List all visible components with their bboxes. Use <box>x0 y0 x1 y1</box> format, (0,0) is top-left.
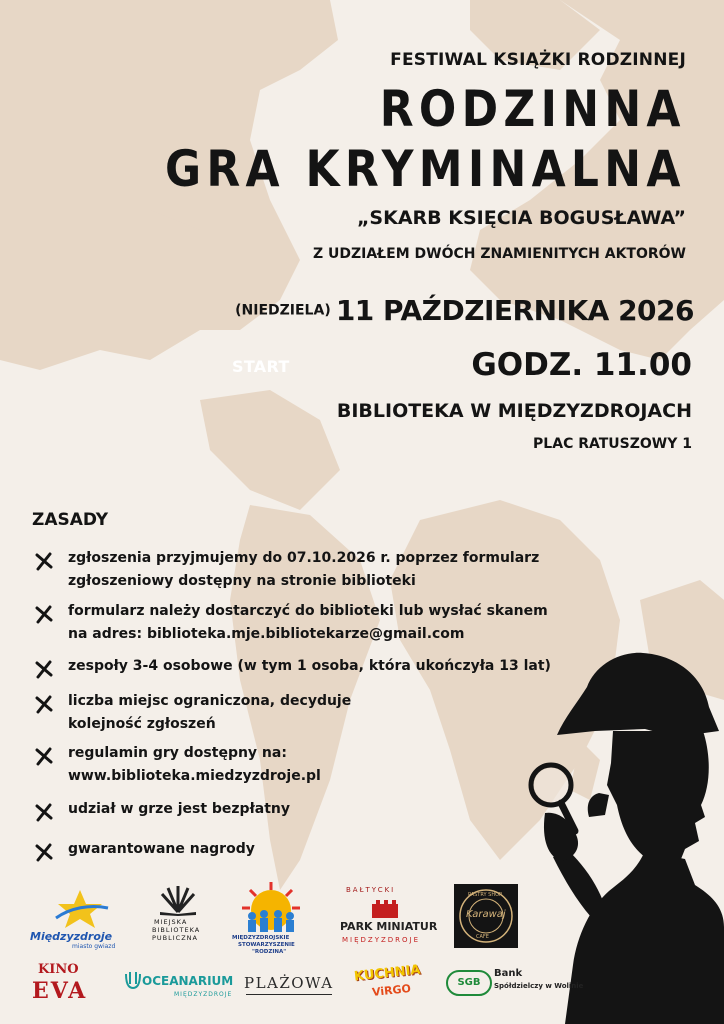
rule-item <box>34 690 554 736</box>
start-label: START <box>232 357 290 376</box>
rule-text: zgłoszenia przyjmujemy do 07.10.2026 r. poprzez formularz zgłoszeniowy dostępny na stronie biblioteki <box>68 550 540 589</box>
cross-icon <box>34 604 54 624</box>
logo-pastry-shop: PASTRY SHOP Karawaj CAFE <box>454 884 518 948</box>
rule-item <box>34 798 554 822</box>
title-line-2: GRA KRYMINALNA <box>165 140 686 198</box>
logo-rodzina: MIĘDZYZDROJSKIE STOWARZYSZENIE "RODZINA" <box>232 880 310 960</box>
logo-bank-sgb: SGB Bank Spółdzielczy w Wolinie <box>446 964 586 1004</box>
cross-icon <box>34 746 54 766</box>
cross-icon <box>34 842 54 862</box>
event-time: GODZ. 11.00 <box>471 347 692 383</box>
regulations-link[interactable]: www.biblioteka.miedzyzdroje.pl <box>68 768 321 784</box>
logo-park-miniatur: BAŁTYCKI PARK MINIATUR MIĘDZYZDROJE <box>340 886 438 944</box>
cross-icon <box>34 802 54 822</box>
rule-item <box>34 600 554 646</box>
title-line-1: RODZINNA <box>379 80 686 138</box>
rule-item <box>34 655 554 679</box>
event-place: BIBLIOTEKA W MIĘDZYZDROJACH <box>336 400 692 422</box>
star-icon <box>50 888 110 932</box>
logo-oceanarium: OCEANARIUM MIĘDZYZDROJE <box>124 970 226 1002</box>
logo-kino-eva: KINO EVA <box>32 962 88 1004</box>
rule-text: udział w grze jest bezpłatny <box>68 801 291 817</box>
cross-icon <box>34 551 54 571</box>
event-address: PLAC RATUSZOWY 1 <box>533 436 692 452</box>
event-day: (NIEDZIELA) <box>235 302 331 319</box>
rule-item <box>34 838 554 862</box>
event-date: 11 PAŹDZIERNIKA 2026 <box>335 294 694 327</box>
wave-icon <box>124 970 142 990</box>
festival-name: FESTIWAL KSIĄŻKI RODZINNEJ <box>390 50 686 70</box>
book-icon <box>158 884 198 916</box>
rule-text: regulamin gry dostępny na: www.biblioteka.miedzyzdroje.pl <box>68 745 321 784</box>
cross-icon <box>34 694 54 714</box>
castle-icon <box>370 898 400 918</box>
logo-plazowa: PLAŻOWA <box>242 972 338 998</box>
family-sun-icon <box>238 880 304 934</box>
rules-heading: ZASADY <box>32 510 109 530</box>
rule-item <box>34 742 554 788</box>
logo-kuchnia-virgo: KUCHNIA ViRGO <box>353 962 422 1000</box>
rule-text: gwarantowane nagrody <box>68 841 255 857</box>
logo-biblioteka: MIEJSKA BIBLIOTEKA PUBLICZNA <box>148 884 212 956</box>
logo-miedzyzdroje: Międzyzdroje miasto gwiazd <box>28 888 128 950</box>
rule-text: zespoły 3-4 osobowe (w tym 1 osoba, która ukończyła 13 lat) <box>68 658 551 674</box>
actors-note: Z UDZIAŁEM DWÓCH ZNAMIENITYCH AKTORÓW <box>312 246 686 262</box>
rule-text: formularz należy dostarczyć do biblioteki lub wysłać skanem na adres: biblioteka.mje.bibliotekarze@gmail.com <box>68 603 548 642</box>
event-date-row <box>235 294 694 327</box>
game-subtitle: „SKARB KSIĘCIA BOGUSŁAWA” <box>356 207 686 229</box>
rule-text: liczba miejsc ograniczona, decyduje kolejność zgłoszeń <box>68 693 352 732</box>
rule-item <box>34 547 554 593</box>
cross-icon <box>34 659 54 679</box>
